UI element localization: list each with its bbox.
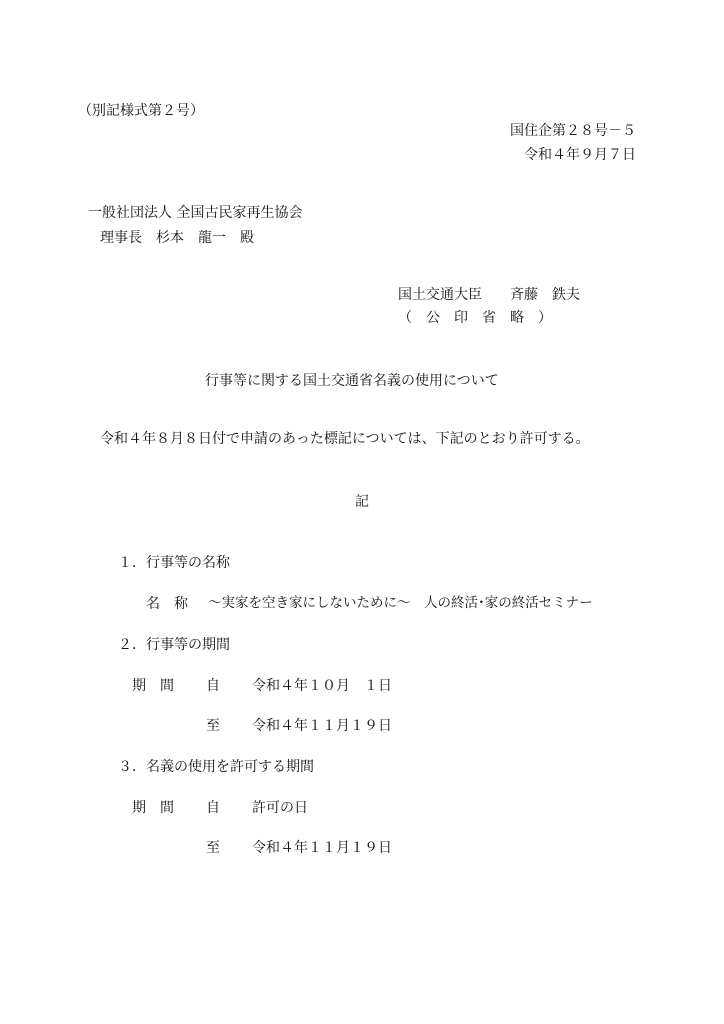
issuer-name: 国土交通大臣 斉藤 鉄夫 (398, 287, 580, 303)
item1-label: 名 称 (146, 596, 188, 612)
ki-heading: 記 (355, 494, 369, 510)
item2-from-value: 令和４年１０月 １日 (252, 678, 392, 694)
document-number: 国住企第２８号－５ (510, 123, 636, 139)
item3-to-value: 令和４年１１月１９日 (252, 840, 392, 856)
recipient-person: 理事長 杉本 龍一 殿 (100, 230, 254, 246)
item2-heading: ２．行事等の期間 (118, 637, 230, 653)
item1-value: ～実家を空き家にしないために～ 人の終活･家の終活セミナー (208, 595, 593, 611)
form-label: （別記様式第２号） (78, 103, 204, 119)
item2-label: 期 間 (132, 678, 174, 694)
seal-note: （ 公 印 省 略 ） (398, 310, 552, 326)
item3-label: 期 間 (132, 800, 174, 816)
item1-heading: １．行事等の名称 (118, 555, 230, 571)
item2-to-value: 令和４年１１月１９日 (252, 718, 392, 734)
item3-from-label: 自 (206, 800, 220, 816)
document-subject: 行事等に関する国土交通省名義の使用について (205, 373, 499, 389)
item2-to-label: 至 (206, 718, 220, 734)
body-text: 令和４年８月８日付で申請のあった標記については、下記のとおり許可する。 (100, 431, 590, 447)
item3-to-label: 至 (206, 840, 220, 856)
item2-from-label: 自 (206, 678, 220, 694)
item3-heading: ３．名義の使用を許可する期間 (118, 759, 314, 775)
document-date: 令和４年９月７日 (524, 147, 636, 163)
recipient-organization: 一般社団法人 全国古民家再生協会 (88, 205, 303, 221)
item3-from-value: 許可の日 (252, 800, 308, 816)
